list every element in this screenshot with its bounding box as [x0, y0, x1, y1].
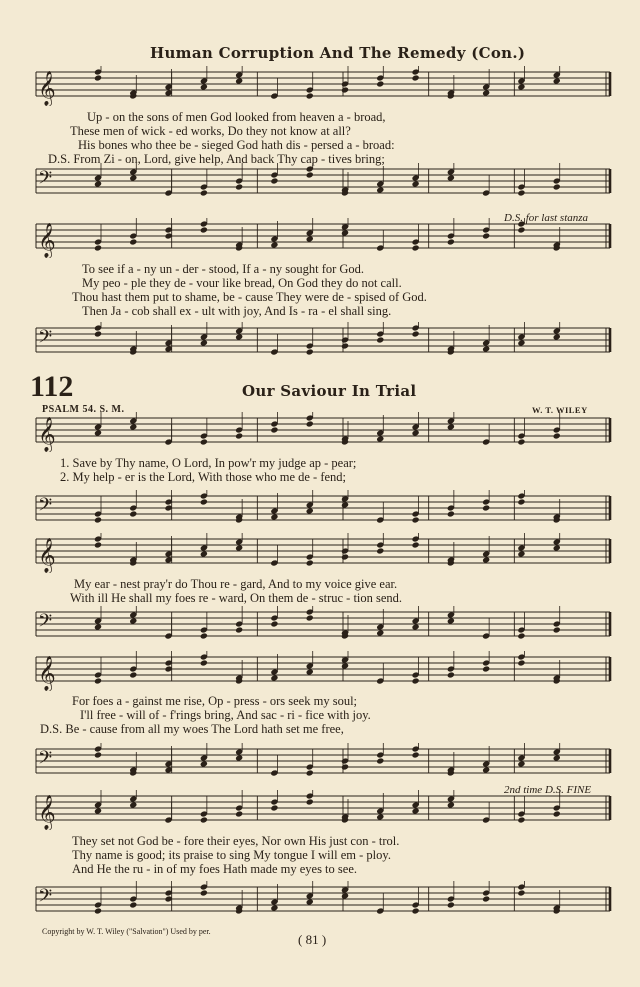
- lyric-line: My peo - ple they de - vour like bread, On God they do not call.: [82, 276, 402, 290]
- lyric-line: His bones who thee be - sieged God hath dis - persed a - broad:: [78, 138, 395, 152]
- page-title: Human Corruption And The Remedy (Con.): [150, 44, 526, 62]
- music-staff-bass-3: [0, 490, 640, 530]
- music-staff-bass-5: [0, 743, 640, 783]
- svg-text:𝄞: 𝄞: [38, 223, 56, 258]
- lyric-line: They set not God be - fore their eyes, Nor own His just con - trol.: [72, 834, 400, 848]
- copyright-notice: Copyright by W. T. Wiley ("Salvation") Used by per.: [42, 927, 211, 936]
- hymn-composer: W. T. WILEY: [532, 405, 588, 415]
- music-staff-treble-1: [0, 66, 640, 106]
- lyric-line: To see if a - ny un - der - stood, If a - ny sought for God.: [82, 262, 365, 276]
- lyric-line: Thou hast them put to shame, be - cause They were de - spised of God.: [72, 290, 427, 304]
- svg-text:𝄞: 𝄞: [38, 417, 56, 452]
- svg-text:𝄢: 𝄢: [38, 611, 53, 636]
- lyric-line: 2. My help - er is the Lord, With those who me de - fend;: [60, 470, 347, 484]
- ds-direction: D.S. for last stanza: [504, 212, 589, 224]
- lyric-line: My ear - nest pray'r do Thou re - gard, And to my voice give ear.: [74, 577, 398, 591]
- svg-text:𝄞: 𝄞: [38, 656, 56, 691]
- svg-text:𝄞: 𝄞: [38, 795, 56, 830]
- svg-text:𝄢: 𝄢: [38, 495, 53, 520]
- lyric-line: D.S. Be - cause from all my woes The Lord hath set me free,: [40, 722, 344, 736]
- music-staff-bass-1: [0, 163, 640, 203]
- music-staff-treble-4: [0, 533, 640, 573]
- ds-fine-direction: 2nd time D.S. FINE: [504, 784, 592, 796]
- lyric-line: For foes a - gainst me rise, Op - press - ors seek my soul;: [72, 694, 358, 708]
- svg-text:𝄞: 𝄞: [38, 538, 56, 573]
- svg-text:𝄢: 𝄢: [38, 168, 53, 193]
- lyric-line: With ill He shall my foes re - ward, On them de - struc - tion send.: [70, 591, 403, 605]
- music-staff-bass-2: [0, 322, 640, 362]
- music-staff-treble-5: [0, 651, 640, 691]
- hymn-title: Our Saviour In Trial: [242, 382, 417, 400]
- svg-text:𝄢: 𝄢: [38, 748, 53, 773]
- svg-text:𝄢: 𝄢: [38, 327, 53, 352]
- svg-text:𝄢: 𝄢: [38, 886, 53, 911]
- hymn-number: 112: [30, 370, 74, 403]
- lyric-line: 1. Save by Thy name, O Lord, In pow'r my judge ap - pear;: [60, 456, 357, 470]
- lyric-line: Then Ja - cob shall ex - ult with joy, And Is - ra - el shall sing.: [82, 304, 392, 318]
- music-staff-treble-2: [0, 218, 640, 258]
- music-staff-bass-6: [0, 881, 640, 921]
- music-staff-bass-4: [0, 606, 640, 646]
- music-staff-treble-3: [0, 412, 640, 452]
- lyric-line: Up - on the sons of men God looked from heaven a - broad,: [87, 110, 386, 124]
- music-staff-treble-6: [0, 790, 640, 830]
- svg-text:𝄞: 𝄞: [38, 71, 56, 106]
- lyric-line: These men of wick - ed works, Do they not know at all?: [70, 124, 351, 138]
- lyric-line: Thy name is good; its praise to sing My tongue I will em - ploy.: [72, 848, 391, 862]
- lyric-line: I'll free - will of - f'rings bring, And sac - ri - fice with joy.: [80, 708, 371, 722]
- lyric-line: And He the ru - in of my foes Hath made my eyes to see.: [72, 862, 357, 876]
- page-number: ( 81 ): [298, 932, 327, 947]
- hymn-meter: PSALM 54. S. M.: [42, 404, 125, 415]
- lyric-line: D.S. From Zi - on, Lord, give help, And back Thy cap - tives bring;: [48, 152, 385, 166]
